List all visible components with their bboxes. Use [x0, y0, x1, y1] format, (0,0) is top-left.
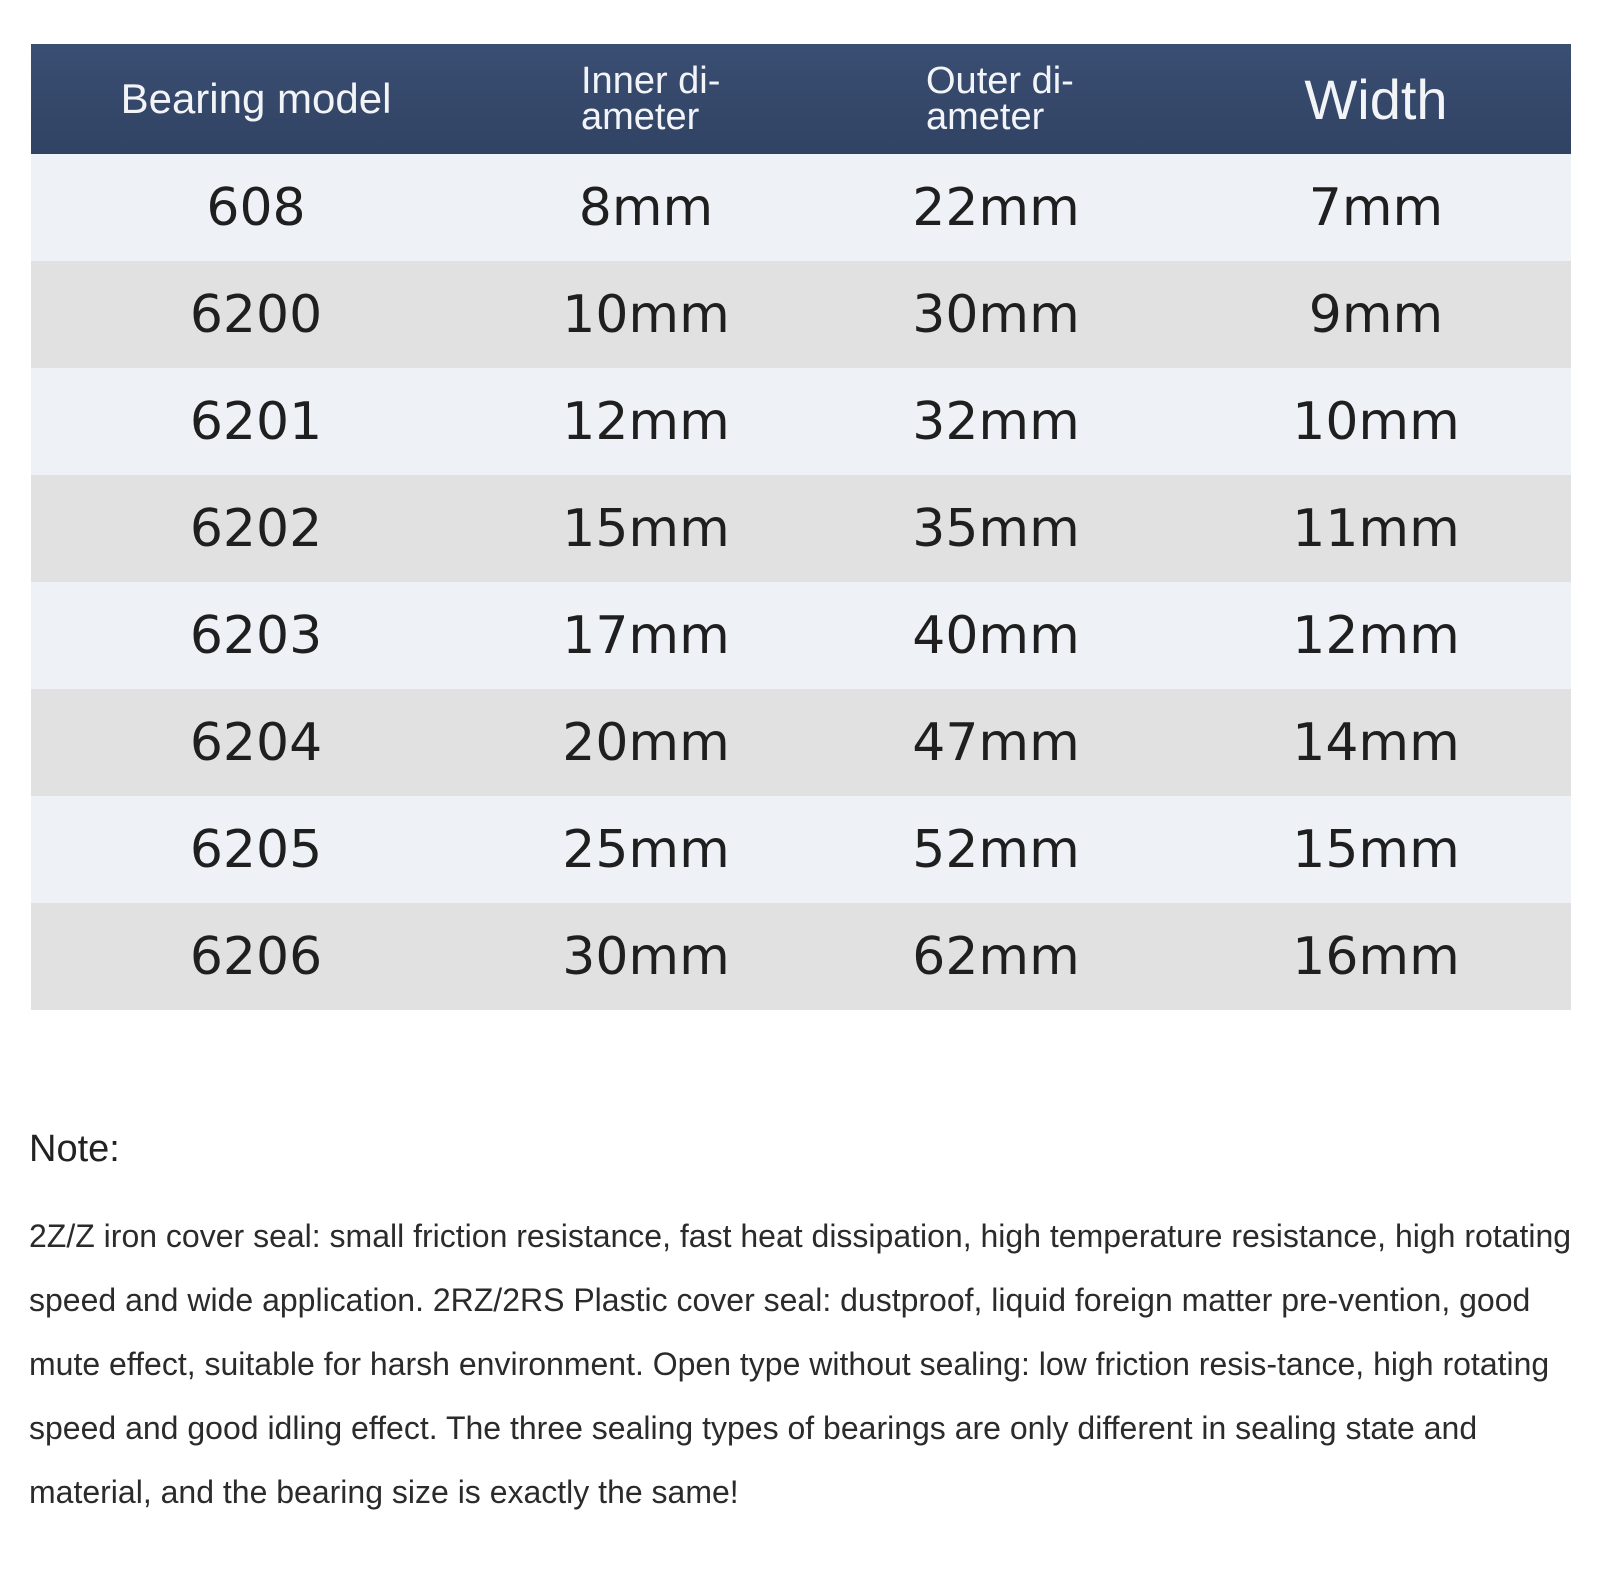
cell-model: 6206	[189, 926, 323, 987]
header-row	[31, 44, 1571, 154]
cell-inner-diameter: 17mm	[562, 605, 730, 666]
cell-outer-diameter: 30mm	[912, 284, 1080, 345]
table-header	[31, 44, 1571, 154]
header-inner-diameter	[481, 44, 831, 154]
header-bearing-model: Bearing model	[120, 75, 392, 122]
table-row	[31, 689, 1571, 796]
cell-width: 10mm	[1292, 391, 1460, 452]
cell-inner-diameter: 12mm	[562, 391, 730, 452]
cell-model: 6202	[189, 498, 323, 559]
cell-inner-diameter: 15mm	[562, 498, 730, 559]
cell-width: 15mm	[1292, 819, 1460, 880]
cell-model: 6201	[189, 391, 323, 452]
header-outer-line1: Outer di-	[926, 60, 1074, 102]
note-title: Note:	[29, 1128, 120, 1170]
table-body	[31, 154, 1571, 1010]
cell-outer-diameter: 47mm	[912, 712, 1080, 773]
header-width: Width	[1304, 67, 1448, 131]
cell-inner-diameter: 10mm	[562, 284, 730, 345]
header-inner-line1: Inner di-	[581, 60, 721, 102]
cell-inner-diameter: 8mm	[578, 177, 714, 238]
cell-width: 16mm	[1292, 926, 1460, 987]
cell-outer-diameter: 35mm	[912, 498, 1080, 559]
cell-model: 6204	[189, 712, 323, 773]
note-body: 2Z/Z iron cover seal: small friction resistance, fast heat dissipation, high temperature resistance, high rotating speed and wide application. 2RZ/2RS Plastic cover seal: dustproof, liquid foreign matter pre-vention, good mute effect, suitable for harsh environment. Open type without sealing: low friction resis-tance, high rotating speed and good idling effect. The three sealing types of bearings are only different in sealing state and material, and the bearing size is exactly the same!	[29, 1218, 1572, 1510]
cell-inner-diameter: 30mm	[562, 926, 730, 987]
cell-outer-diameter: 62mm	[912, 926, 1080, 987]
cell-model: 6203	[189, 605, 323, 666]
cell-model: 608	[206, 177, 306, 238]
cell-inner-diameter: 20mm	[562, 712, 730, 773]
table-row	[31, 582, 1571, 689]
cell-model: 6200	[189, 284, 323, 345]
cell-width: 14mm	[1292, 712, 1460, 773]
header-outer-diameter	[831, 44, 1181, 154]
cell-outer-diameter: 40mm	[912, 605, 1080, 666]
table-row	[31, 154, 1571, 261]
cell-outer-diameter: 22mm	[912, 177, 1080, 238]
table-row	[31, 368, 1571, 475]
table-row	[31, 903, 1571, 1010]
cell-outer-diameter: 52mm	[912, 819, 1080, 880]
bearing-spec-table	[31, 44, 1571, 1010]
cell-inner-diameter: 25mm	[562, 819, 730, 880]
cell-width: 12mm	[1292, 605, 1460, 666]
table-row	[31, 261, 1571, 368]
header-inner-line2: ameter	[581, 96, 700, 138]
table-row	[31, 796, 1571, 903]
cell-width: 11mm	[1292, 498, 1460, 559]
cell-model: 6205	[189, 819, 323, 880]
cell-width: 7mm	[1308, 177, 1444, 238]
table-row	[31, 475, 1571, 582]
cell-width: 9mm	[1308, 284, 1444, 345]
header-outer-line2: ameter	[926, 96, 1045, 138]
cell-outer-diameter: 32mm	[912, 391, 1080, 452]
